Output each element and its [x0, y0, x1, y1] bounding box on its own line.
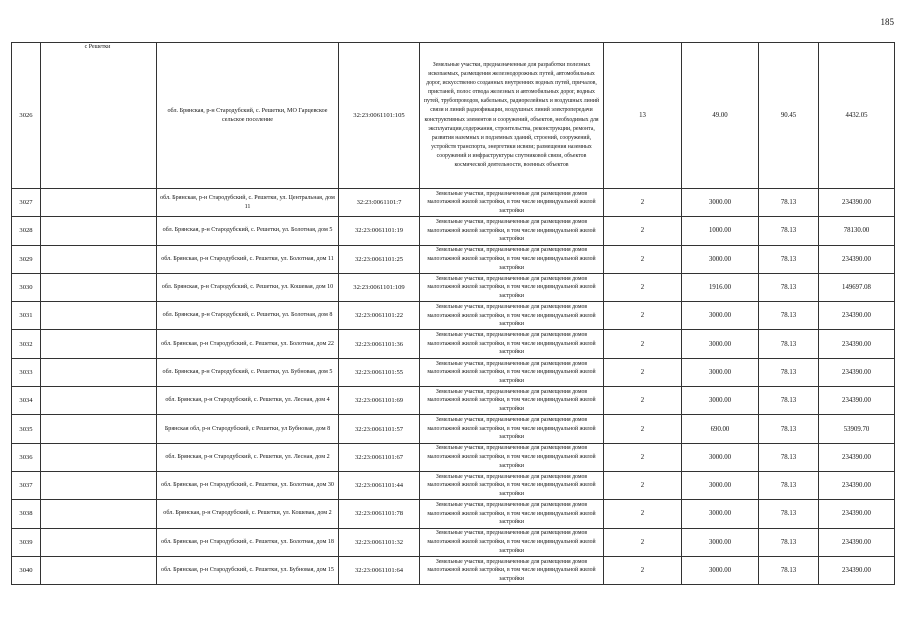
cell-number: 3040	[12, 556, 41, 584]
cell-cadastral-value: 234390.00	[819, 528, 895, 556]
table-body	[12, 43, 895, 585]
cell-land-use: Земельные участки, предназначенные для размещения домов малоэтажной жилой застройки, в том числе индивидуальной жилой застройки	[420, 302, 604, 330]
cell-use-code: 13	[604, 43, 682, 189]
cell-rate: 78.13	[759, 189, 819, 217]
cell-address: обл. Брянская, р-н Стародубский, с. Решетки, ул. Бубновая, дом 5	[157, 358, 339, 386]
cell-rate: 78.13	[759, 556, 819, 584]
cell-land-use: Земельные участки, предназначенные для размещения домов малоэтажной жилой застройки, в том числе индивидуальной жилой застройки	[420, 500, 604, 528]
cell-area: 3000.00	[682, 528, 759, 556]
cell-cadastral-number: 32:23:0061101:69	[339, 387, 420, 415]
cell-area: 3000.00	[682, 358, 759, 386]
cell-area: 3000.00	[682, 443, 759, 471]
cell-cadastral-value: 234390.00	[819, 302, 895, 330]
cell-rate: 78.13	[759, 245, 819, 273]
cell-number: 3029	[12, 245, 41, 273]
cell-address: обл. Брянская, р-н Стародубский, с. Решетки, ул. Болотная, дом 11	[157, 245, 339, 273]
cell-land-use: Земельные участки, предназначенные для размещения домов малоэтажной жилой застройки, в том числе индивидуальной жилой застройки	[420, 556, 604, 584]
cell-area: 3000.00	[682, 245, 759, 273]
cell-cadastral-number: 32:23:0061101:109	[339, 273, 420, 301]
cell-locality: с Решетки	[41, 43, 157, 189]
cell-rate: 78.13	[759, 528, 819, 556]
cell-cadastral-number: 32:23:0061101:32	[339, 528, 420, 556]
cell-rate: 78.13	[759, 415, 819, 443]
cell-use-code: 2	[604, 189, 682, 217]
cell-cadastral-number: 32:23:0061101:64	[339, 556, 420, 584]
cell-address: обл. Брянская, р-н Стародубский, с. Решетки, ул. Болотная, дом 5	[157, 217, 339, 245]
cell-number: 3037	[12, 471, 41, 499]
cell-land-use: Земельные участки, предназначенные для размещения домов малоэтажной жилой застройки, в том числе индивидуальной жилой застройки	[420, 273, 604, 301]
cell-cadastral-number: 32:23:0061101:36	[339, 330, 420, 358]
cell-area: 3000.00	[682, 471, 759, 499]
table-row	[12, 43, 895, 189]
cell-locality	[41, 330, 157, 358]
cell-cadastral-number: 32:23:0061101:67	[339, 443, 420, 471]
cell-land-use: Земельные участки, предназначенные для размещения домов малоэтажной жилой застройки, в том числе индивидуальной жилой застройки	[420, 387, 604, 415]
cell-cadastral-value: 234390.00	[819, 189, 895, 217]
cell-rate: 78.13	[759, 471, 819, 499]
cell-number: 3030	[12, 273, 41, 301]
cell-cadastral-number: 32:23:0061101:44	[339, 471, 420, 499]
cell-rate: 78.13	[759, 330, 819, 358]
cell-use-code: 2	[604, 358, 682, 386]
cell-cadastral-value: 234390.00	[819, 471, 895, 499]
cell-use-code: 2	[604, 387, 682, 415]
cell-address: обл. Брянская, р-н Стародубский, с. Решетки, ул. Лесная, дом 2	[157, 443, 339, 471]
cell-area: 3000.00	[682, 189, 759, 217]
cell-land-use: Земельные участки, предназначенные для разработки полезных ископаемых, размещения железнодорожных путей, автомобильных дорог, искусственно созданных внутренних водных путей, причалов, пристаней, полос отвода железных и автомобильных дорог, водных путей, трубопроводов, кабельных, радиорелейных и воздушных линий связи и линий радиофикации, воздушных линий электропередачи конструктивных элементов и сооружений, объектов, необходимых для эксплуатации,содержания, строительства, реконструкции, ремонта, развития наземных и подземных зданий, строений, сооружений, устройств транспорта, энергетики исвязи; размещения наземных сооружений и инфраструктуры спутниковой связи, объектов космической деятельности, военных объектов	[420, 43, 604, 189]
cell-land-use: Земельные участки, предназначенные для размещения домов малоэтажной жилой застройки, в том числе индивидуальной жилой застройки	[420, 245, 604, 273]
cell-locality	[41, 302, 157, 330]
cell-address: обл. Брянская, р-н Стародубский, с. Решетки, ул. Болотная, дом 8	[157, 302, 339, 330]
land-registry-table	[11, 42, 895, 585]
cell-number: 3036	[12, 443, 41, 471]
cell-rate: 78.13	[759, 387, 819, 415]
cell-locality	[41, 245, 157, 273]
cell-use-code: 2	[604, 273, 682, 301]
table-row	[12, 443, 895, 471]
cell-number: 3032	[12, 330, 41, 358]
cell-locality	[41, 443, 157, 471]
table-row	[12, 556, 895, 584]
cell-area: 3000.00	[682, 302, 759, 330]
cell-cadastral-number: 32:23:0061101:7	[339, 189, 420, 217]
cell-land-use: Земельные участки, предназначенные для размещения домов малоэтажной жилой застройки, в том числе индивидуальной жилой застройки	[420, 358, 604, 386]
cell-rate: 78.13	[759, 443, 819, 471]
cell-address: обл. Брянская, р-н Стародубский, с. Решетки, ул. Кошевая, дом 10	[157, 273, 339, 301]
cell-cadastral-value: 149697.08	[819, 273, 895, 301]
table-row	[12, 273, 895, 301]
cell-locality	[41, 500, 157, 528]
cell-land-use: Земельные участки, предназначенные для размещения домов малоэтажной жилой застройки, в том числе индивидуальной жилой застройки	[420, 330, 604, 358]
cell-cadastral-value: 234390.00	[819, 330, 895, 358]
cell-land-use: Земельные участки, предназначенные для размещения домов малоэтажной жилой застройки, в том числе индивидуальной жилой застройки	[420, 415, 604, 443]
cell-number: 3039	[12, 528, 41, 556]
cell-cadastral-number: 32:23:0061101:105	[339, 43, 420, 189]
cell-cadastral-value: 234390.00	[819, 387, 895, 415]
cell-cadastral-number: 32:23:0061101:78	[339, 500, 420, 528]
cell-use-code: 2	[604, 415, 682, 443]
cell-area: 3000.00	[682, 330, 759, 358]
cell-number: 3035	[12, 415, 41, 443]
cell-number: 3027	[12, 189, 41, 217]
table-row	[12, 528, 895, 556]
cell-locality	[41, 471, 157, 499]
table-row	[12, 302, 895, 330]
cell-rate: 78.13	[759, 358, 819, 386]
table-row	[12, 471, 895, 499]
page-number: 185	[880, 17, 894, 27]
cell-use-code: 2	[604, 245, 682, 273]
table-row	[12, 217, 895, 245]
cell-number: 3028	[12, 217, 41, 245]
cell-rate: 90.45	[759, 43, 819, 189]
cell-cadastral-value: 234390.00	[819, 500, 895, 528]
cell-land-use: Земельные участки, предназначенные для размещения домов малоэтажной жилой застройки, в том числе индивидуальной жилой застройки	[420, 471, 604, 499]
cell-address: обл. Брянская, р-н Стародубский, с. Решетки, ул. Кошевая, дом 2	[157, 500, 339, 528]
cell-area: 3000.00	[682, 500, 759, 528]
cell-address: обл. Брянская, р-н Стародубский, с. Решетки, ул. Болотная, дом 30	[157, 471, 339, 499]
cell-address: Брянская обл, р-н Стародубский, с Решетки, ул Бубновая, дом 8	[157, 415, 339, 443]
cell-area: 1916.00	[682, 273, 759, 301]
cell-area: 1000.00	[682, 217, 759, 245]
cell-use-code: 2	[604, 528, 682, 556]
cell-use-code: 2	[604, 217, 682, 245]
cell-cadastral-number: 32:23:0061101:22	[339, 302, 420, 330]
cell-area: 3000.00	[682, 387, 759, 415]
cell-address: обл. Брянская, р-н Стародубский, с. Решетки, ул. Бубновая, дом 15	[157, 556, 339, 584]
cell-number: 3033	[12, 358, 41, 386]
cell-cadastral-number: 32:23:0061101:57	[339, 415, 420, 443]
cell-cadastral-number: 32:23:0061101:25	[339, 245, 420, 273]
cell-cadastral-value: 234390.00	[819, 556, 895, 584]
table-row	[12, 189, 895, 217]
cell-land-use: Земельные участки, предназначенные для размещения домов малоэтажной жилой застройки, в том числе индивидуальной жилой застройки	[420, 443, 604, 471]
table-row	[12, 415, 895, 443]
cell-address: обл. Брянская, р-н Стародубский, с. Решетки, МО Гарцевское сельское поселение	[157, 43, 339, 189]
cell-number: 3038	[12, 500, 41, 528]
cell-address: обл. Брянская, р-н Стародубский, с. Решетки, ул. Болотная, дом 18	[157, 528, 339, 556]
cell-locality	[41, 189, 157, 217]
cell-use-code: 2	[604, 500, 682, 528]
cell-locality	[41, 556, 157, 584]
cell-use-code: 2	[604, 556, 682, 584]
cell-use-code: 2	[604, 443, 682, 471]
cell-locality	[41, 273, 157, 301]
cell-land-use: Земельные участки, предназначенные для размещения домов малоэтажной жилой застройки, в том числе индивидуальной жилой застройки	[420, 528, 604, 556]
cell-address: обл. Брянская, р-н Стародубский, с. Решетки, ул. Лесная, дом 4	[157, 387, 339, 415]
cell-cadastral-number: 32:23:0061101:19	[339, 217, 420, 245]
cell-use-code: 2	[604, 302, 682, 330]
cell-cadastral-value: 234390.00	[819, 245, 895, 273]
cell-rate: 78.13	[759, 217, 819, 245]
cell-rate: 78.13	[759, 500, 819, 528]
cell-address: обл. Брянская, р-н Стародубский, с. Решетки, ул. Центральная, дом 11	[157, 189, 339, 217]
cell-cadastral-number: 32:23:0061101:55	[339, 358, 420, 386]
cell-address: обл. Брянская, р-н Стародубский, с. Решетки, ул. Болотная, дом 22	[157, 330, 339, 358]
cell-cadastral-value: 53909.70	[819, 415, 895, 443]
cell-number: 3026	[12, 43, 41, 189]
cell-locality	[41, 387, 157, 415]
cell-number: 3034	[12, 387, 41, 415]
cell-cadastral-value: 234390.00	[819, 358, 895, 386]
table-row	[12, 500, 895, 528]
table-row	[12, 245, 895, 273]
cell-rate: 78.13	[759, 273, 819, 301]
cell-number: 3031	[12, 302, 41, 330]
cell-land-use: Земельные участки, предназначенные для размещения домов малоэтажной жилой застройки, в том числе индивидуальной жилой застройки	[420, 189, 604, 217]
table-row	[12, 358, 895, 386]
cell-locality	[41, 217, 157, 245]
cell-land-use: Земельные участки, предназначенные для размещения домов малоэтажной жилой застройки, в том числе индивидуальной жилой застройки	[420, 217, 604, 245]
cell-locality	[41, 528, 157, 556]
cell-use-code: 2	[604, 330, 682, 358]
cell-rate: 78.13	[759, 302, 819, 330]
cell-locality	[41, 358, 157, 386]
cell-locality	[41, 415, 157, 443]
table-row	[12, 330, 895, 358]
cell-use-code: 2	[604, 471, 682, 499]
cell-cadastral-value: 78130.00	[819, 217, 895, 245]
cell-cadastral-value: 4432.05	[819, 43, 895, 189]
cell-area: 690.00	[682, 415, 759, 443]
cell-area: 3000.00	[682, 556, 759, 584]
cell-area: 49.00	[682, 43, 759, 189]
table-row	[12, 387, 895, 415]
cell-cadastral-value: 234390.00	[819, 443, 895, 471]
